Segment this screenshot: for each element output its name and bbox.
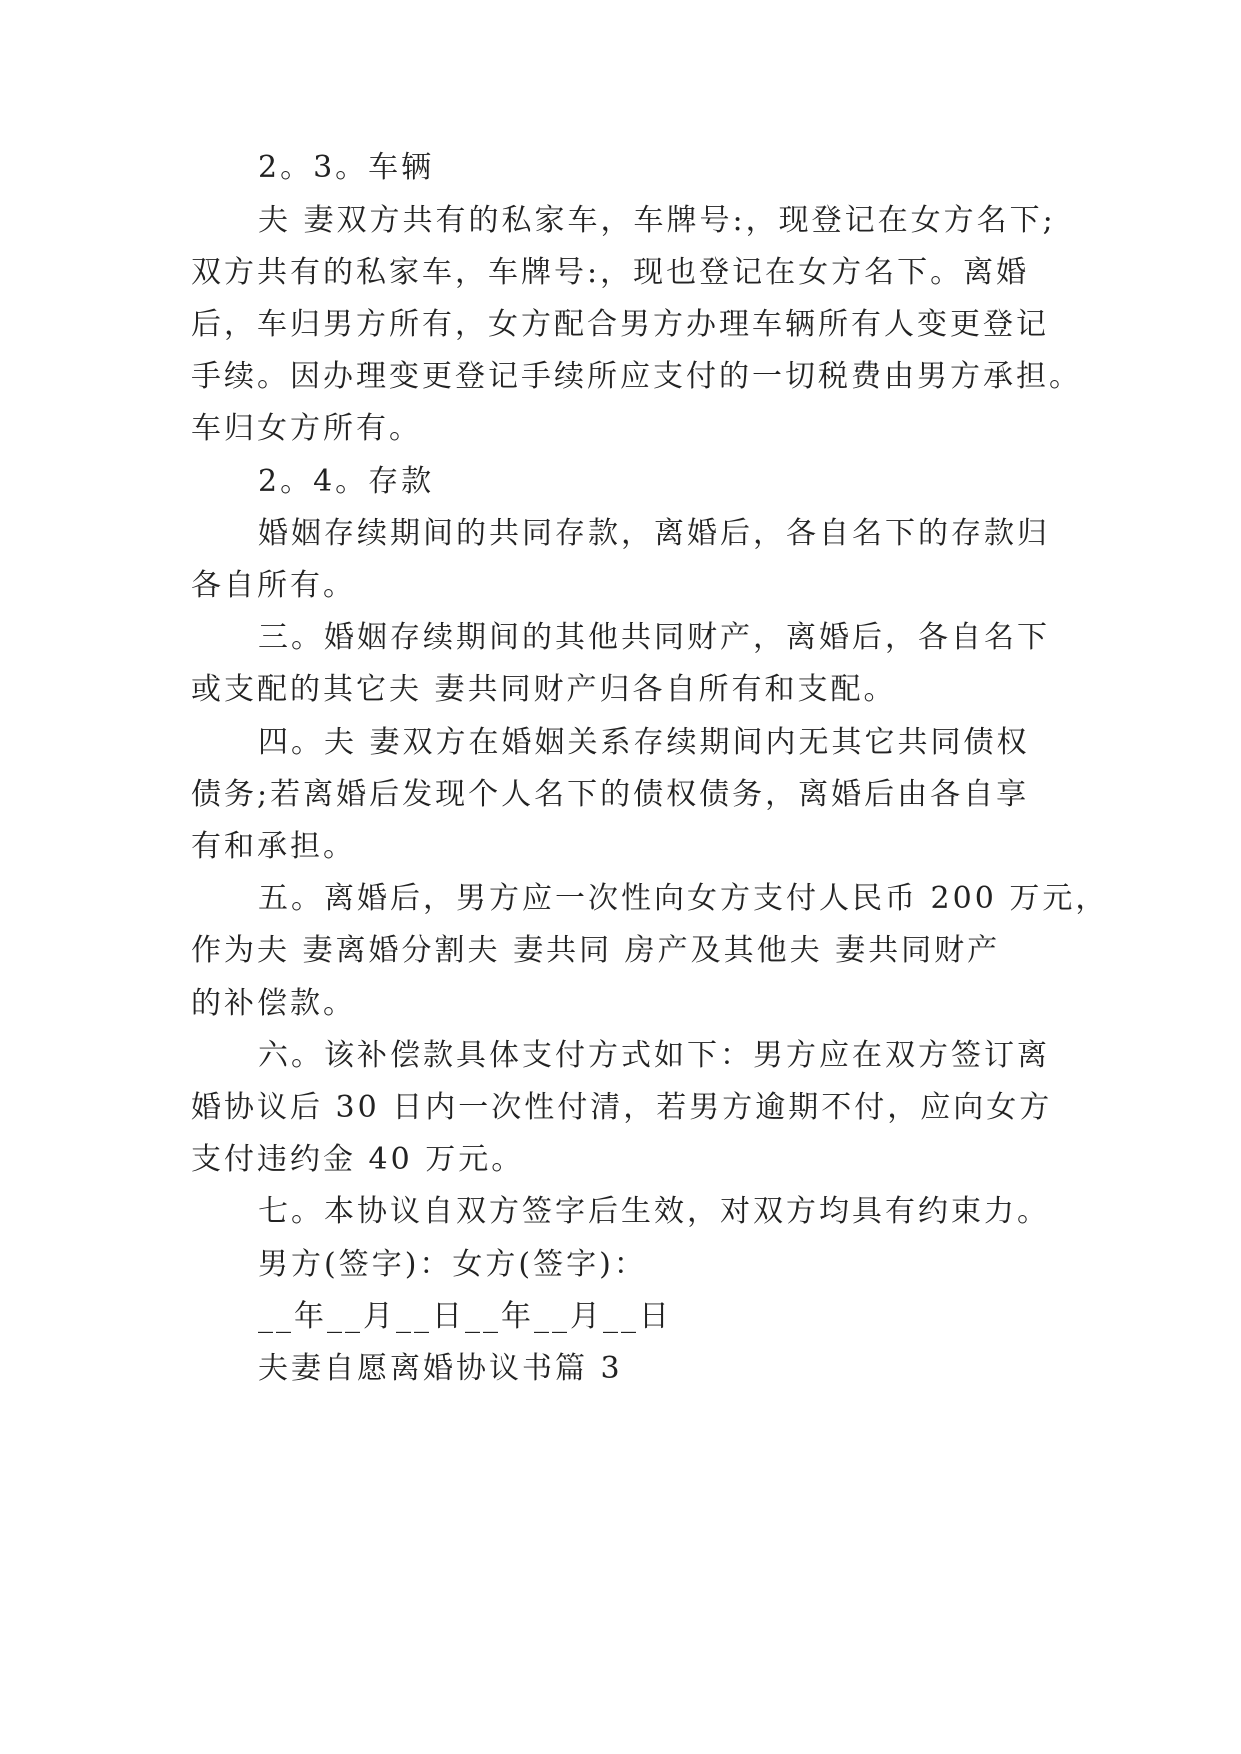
- paragraph-line: 债务;若离婚后发现个人名下的债权债务，离婚后由各自享: [191, 777, 1030, 812]
- clause-six: 六。该补偿款具体支付方式如下：男方应在双方签订离: [258, 1038, 1050, 1073]
- paragraph-line: 的补偿款。: [191, 986, 356, 1021]
- paragraph-line: 各自所有。: [191, 568, 356, 603]
- paragraph-line: 夫 妻双方共有的私家车，车牌号:，现登记在女方名下;: [258, 203, 1056, 238]
- clause-seven: 七。本协议自双方签字后生效，对双方均具有约束力。: [258, 1194, 1050, 1229]
- paragraph-line: 婚姻存续期间的共同存款，离婚后，各自名下的存款归: [258, 516, 1050, 551]
- section-heading-vehicles: 2。3。车辆: [258, 150, 435, 185]
- section-heading-deposits: 2。4。存款: [258, 464, 435, 499]
- paragraph-line: 或支配的其它夫 妻共同财产归各自所有和支配。: [191, 672, 897, 707]
- clause-four: 四。夫 妻双方在婚姻关系存续期间内无其它共同债权: [258, 725, 1030, 760]
- paragraph-line: 作为夫 妻离婚分割夫 妻共同 房产及其他夫 妻共同财产: [191, 933, 1001, 968]
- document-title: 夫妻自愿离婚协议书篇 3: [258, 1351, 623, 1386]
- paragraph-line: 手续。因办理变更登记手续所应支付的一切税费由男方承担。: [191, 359, 1082, 394]
- paragraph-line: 车归女方所有。: [191, 411, 422, 446]
- paragraph-line: 后，车归男方所有，女方配合男方办理车辆所有人变更登记: [191, 307, 1049, 342]
- date-line: __年__月__日__年__月__日: [258, 1299, 672, 1334]
- paragraph-line: 有和承担。: [191, 829, 356, 864]
- clause-three: 三。婚姻存续期间的其他共同财产，离婚后，各自名下: [258, 620, 1050, 655]
- signature-line: 男方(签字)：女方(签字)：: [258, 1247, 647, 1282]
- paragraph-line: 婚协议后 30 日内一次性付清，若男方逾期不付，应向女方: [191, 1090, 1053, 1125]
- paragraph-line: 双方共有的私家车，车牌号:，现也登记在女方名下。离婚: [191, 255, 1030, 290]
- clause-five: 五。离婚后，男方应一次性向女方支付人民币 200 万元，: [258, 881, 1109, 916]
- paragraph-line: 支付违约金 40 万元。: [191, 1142, 525, 1177]
